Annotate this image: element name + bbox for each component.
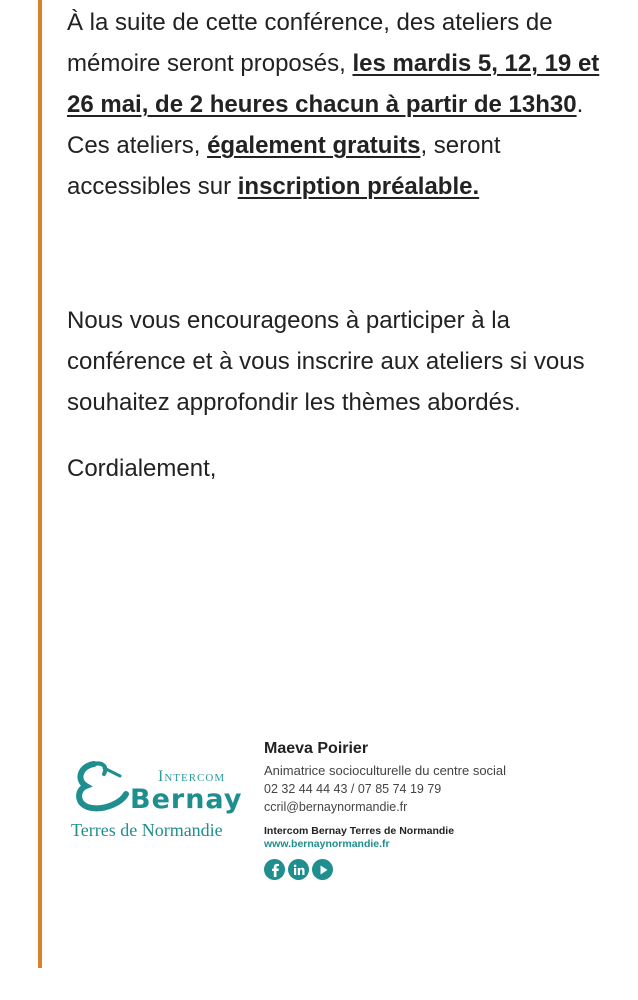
free-emphasis: également gratuits bbox=[207, 132, 421, 159]
organization-name: Intercom Bernay Terres de Normandie bbox=[264, 825, 455, 837]
facebook-icon[interactable] bbox=[264, 859, 285, 880]
workshop-dates: les mardis 5, 12, 19 et 26 mai, de 2 heures chacun à partir de 13h30 bbox=[67, 50, 600, 118]
paragraph-text: . Ces ateliers, bbox=[67, 91, 584, 159]
website-link[interactable]: www.bernaynormandie.fr bbox=[264, 838, 390, 850]
sender-name: Maeva Poirier bbox=[264, 740, 369, 757]
paragraph-text: À la suite de cette conférence, des ateliers de mémoire seront proposés, bbox=[67, 9, 553, 77]
youtube-icon[interactable] bbox=[312, 859, 333, 880]
signature-details bbox=[264, 738, 564, 880]
email-signature bbox=[70, 738, 610, 888]
paragraph-workshops bbox=[67, 2, 612, 207]
sender-phone[interactable]: 02 32 44 44 43 / 07 85 74 19 79 bbox=[264, 782, 442, 796]
logo-bernay-text: Bernay bbox=[130, 784, 243, 815]
email-body bbox=[67, 2, 612, 489]
logo-tagline: Terres de Normandie bbox=[71, 820, 223, 840]
registration-emphasis: inscription préalable. bbox=[237, 173, 480, 200]
logo-intercom-text: Intercom bbox=[158, 768, 226, 785]
sender-email[interactable]: ccril@bernaynormandie.fr bbox=[264, 800, 408, 814]
intercom-bernay-logo[interactable] bbox=[70, 758, 250, 838]
social-links bbox=[264, 859, 564, 880]
paragraph-encouragement: Nous vous encourageons à participer à la conférence et à vous inscrire aux ateliers si vous souhaitez approfondir les thèmes abordés. bbox=[67, 307, 585, 416]
linkedin-icon[interactable] bbox=[288, 859, 309, 880]
quote-bar bbox=[38, 0, 42, 968]
paragraph-text: , seront accessibles sur bbox=[67, 132, 501, 200]
logo-mark-icon bbox=[70, 758, 132, 816]
sender-role: Animatrice socioculturelle du centre social bbox=[264, 763, 507, 778]
closing-salutation: Cordialement, bbox=[67, 455, 217, 482]
